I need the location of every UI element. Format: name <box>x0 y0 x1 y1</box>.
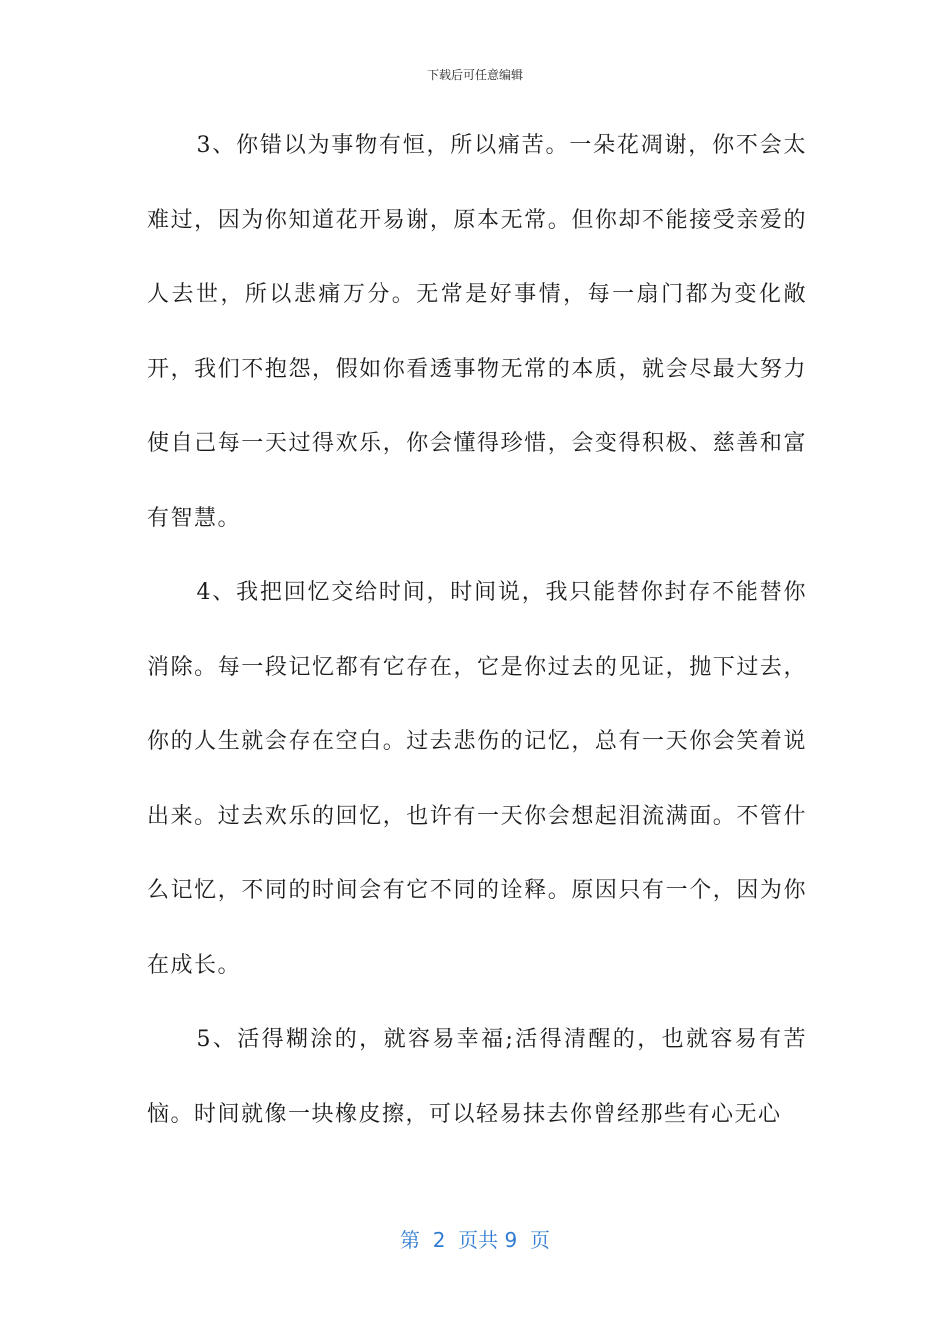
document-body <box>147 109 807 1152</box>
paragraph-3: 3、你错以为事物有恒，所以痛苦。一朵花凋谢，你不会太难过，因为你知道花开易谢，原本无常。但你却不能接受亲爱的人去世，所以悲痛万分。无常是好事情，每一扇门都为变化敞开，我们不抱怨，假如你看透事物无常的本质，就会尽最大努力使自己每一天过得欢乐，你会懂得珍惜，会变得积极、慈善和富有智慧。 <box>147 133 807 531</box>
page-number-footer: 第 2 页共 9 页 <box>400 1228 550 1252</box>
paragraph-4: 4、我把回忆交给时间，时间说，我只能替你封存不能替你消除。每一段记忆都有它存在，它是你过去的见证，抛下过去，你的人生就会存在空白。过去悲伤的记忆，总有一天你会笑着说出来。过去欢乐的回忆，也许有一天你会想起泪流满面。不管什么记忆，不同的时间会有它不同的诠释。原因只有一个，因为你在成长。 <box>147 580 807 978</box>
header-note: 下载后可任意编辑 <box>426 68 523 82</box>
paragraph-5: 5、活得糊涂的，就容易幸福;活得清醒的，也就容易有苦恼。时间就像一块橡皮擦，可以轻易抹去你曾经那些有心无心 <box>147 1027 807 1127</box>
